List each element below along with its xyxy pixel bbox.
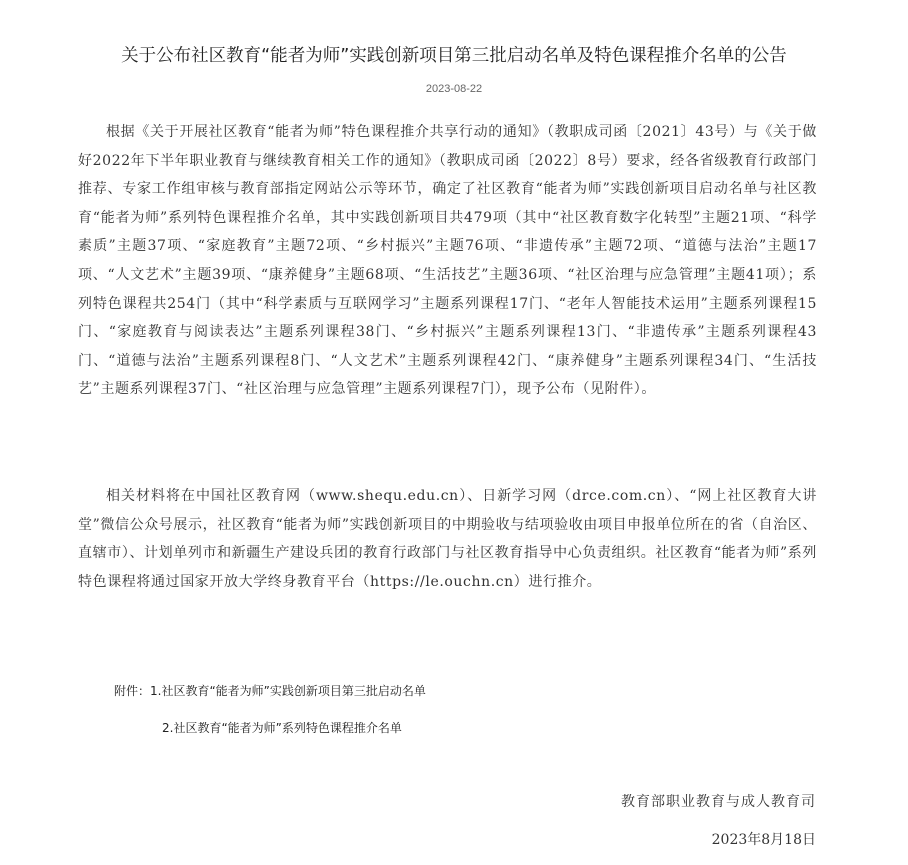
signature-date: 2023年8月18日	[711, 832, 816, 848]
signature-org: 教育部职业教育与成人教育司	[621, 794, 816, 810]
page-title: 关于公布社区教育“能者为师”实践创新项目第三批启动名单及特色课程推介名单的公告	[121, 46, 787, 66]
attachment-item-1[interactable]	[114, 683, 426, 699]
attachment-link-2[interactable]: 2.社区教育“能者为师”系列特色课程推介名单	[162, 721, 402, 735]
attachment-item-2[interactable]	[162, 720, 402, 736]
body-paragraph-2: 相关材料将在中国社区教育网（www.shequ.edu.cn）、日新学习网（drce.com.cn）、“网上社区教育大讲堂”微信公众号展示，社区教育“能者为师”实践创新项目的中期验收与结项验收由项目申报单位所在的省（自治区、直辖市）、计划单列市和新疆生产建设兵团的教育行政部门与社区教育指导中心负责组织。社区教育“能者为师”系列特色课程将通过国家开放大学终身教育平台（https://le.ouchn.cn）进行推介。	[78, 488, 817, 590]
attachments-label: 附件：	[114, 684, 151, 698]
publish-date: 2023-08-22	[425, 83, 483, 95]
body-paragraph-1: 根据《关于开展社区教育“能者为师”特色课程推介共享行动的通知》（教职成司函〔2021〕43号）与《关于做好2022年下半年职业教育与继续教育相关工作的通知》（教职成司函〔2022〕8号）要求，经各省级教育行政部门推荐、专家工作组审核与教育部指定网站公示等环节，确定了社区教育“能者为师”实践创新项目启动名单与社区教育“能者为师”系列特色课程推介名单，其中实践创新项目共479项（其中“社区教育数字化转型”主题21项、“科学素质”主题37项、“家庭教育”主题72项、“乡村振兴”主题76项、“非遗传承”主题72项、“道德与法治”主题17项、“人文艺术”主题39项、“康养健身”主题68项、“生活技艺”主题36项、“社区治理与应急管理”主题41项）；系列特色课程共254门（其中“科学素质与互联网学习”主题系列课程17门、“老年人智能技术运用”主题系列课程15门、“家庭教育与阅读表达”主题系列课程38门、“乡村振兴”主题系列课程13门、“非遗传承”主题系列课程43门、“道德与法治”主题系列课程8门、“人文艺术”主题系列课程42门、“康养健身”主题系列课程34门、“生活技艺”主题系列课程37门、“社区治理与应急管理”主题系列课程7门），现予公布（见附件）。	[78, 124, 817, 398]
attachment-link-1[interactable]: 1.社区教育“能者为师”实践创新项目第三批启动名单	[150, 684, 426, 698]
